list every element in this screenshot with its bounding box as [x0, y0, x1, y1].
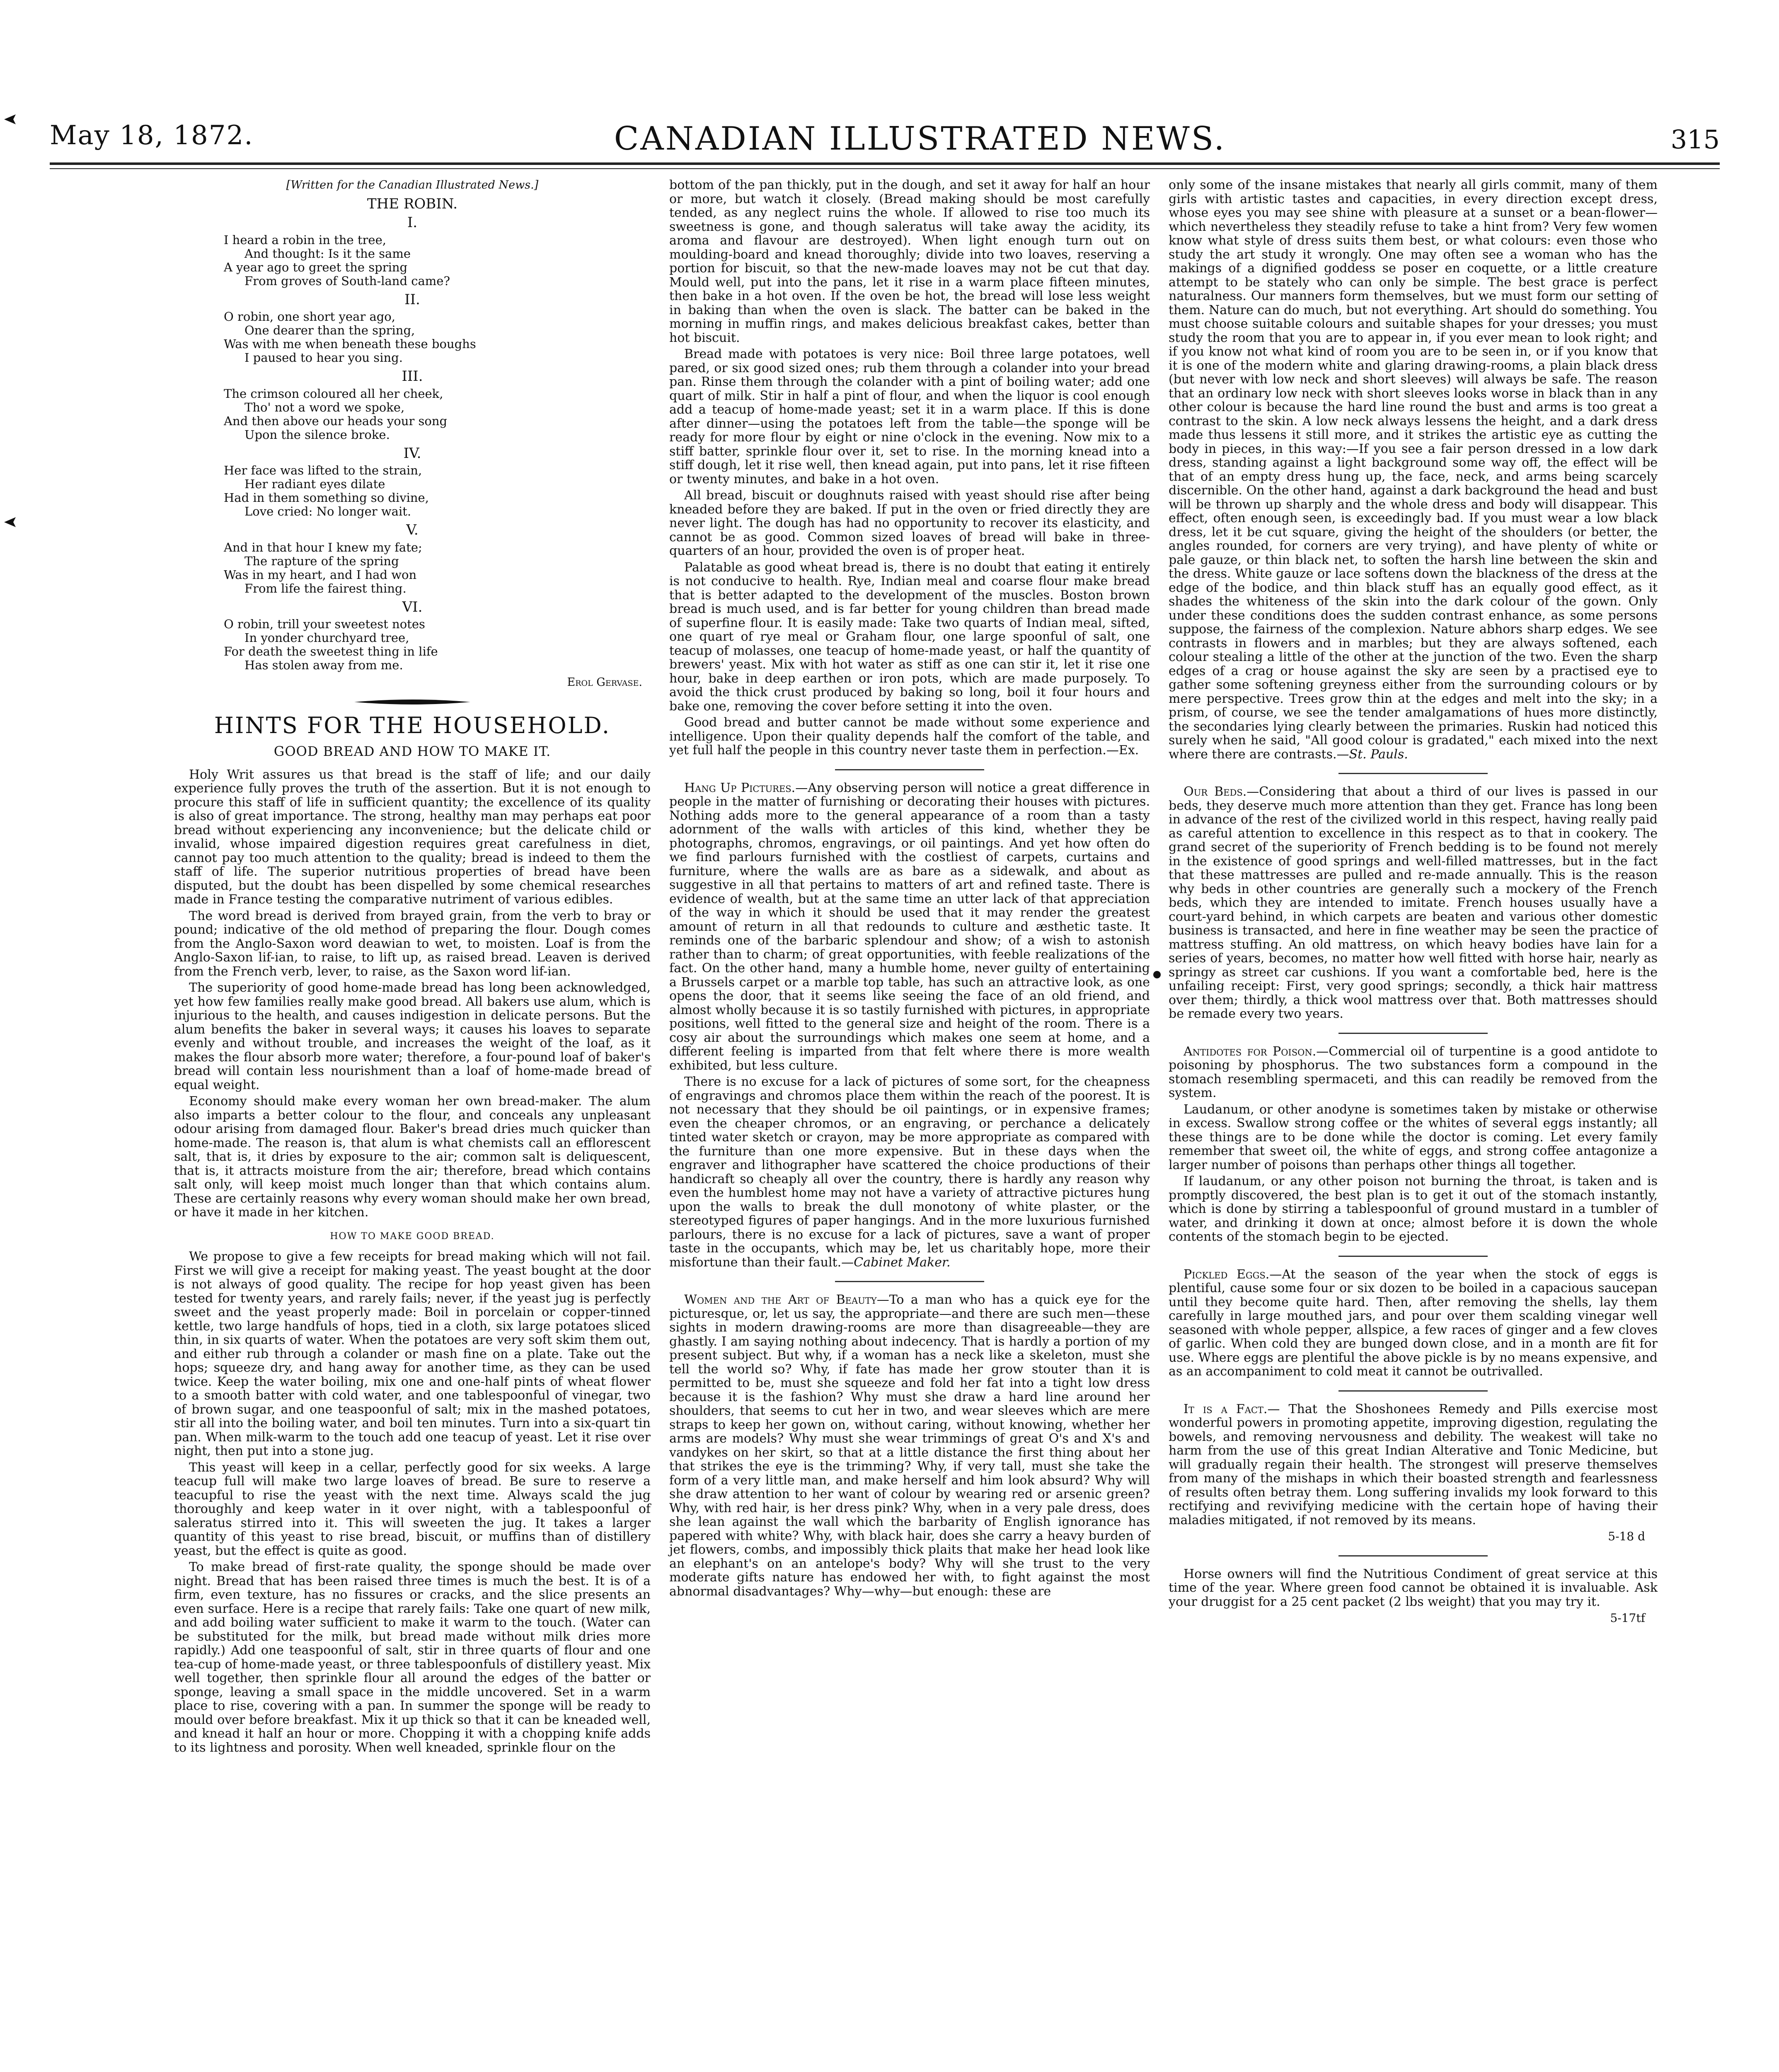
article-paragraph — [669, 1075, 1150, 1269]
article-paragraph: This yeast will keep in a cellar, perfectly good for six weeks. A large teacup full will make two large loaves of bread. Be sure to reserve a teacupful to rise the yeast with the next time. Always scald the jug thoroughly and keep water in it over night, with a tablespoonful of saleratus stirred into it. This will sweeten the jug. It takes a larger quantity of this yeast to rise bread, biscuit, or muffins than of distillery yeast, but the effect is quite as good. — [174, 1460, 651, 1558]
poem-line: Love cried: No longer wait. — [244, 504, 411, 518]
poem-line: Tho' not a word we spoke, — [244, 400, 405, 414]
stanza-number: II. — [404, 291, 420, 308]
runin-heading: Our Beds. — [1184, 784, 1247, 799]
stanza-number: III. — [402, 368, 423, 385]
poem-line: Was in my heart, and I had won — [224, 567, 417, 582]
issue-date: May 18, 1872. — [50, 120, 254, 151]
poem-line: From groves of South-land came? — [244, 274, 450, 288]
margin-arrow-icon — [3, 514, 20, 530]
poem-title: THE ROBIN. — [367, 195, 458, 212]
poem-line: Upon the silence broke. — [244, 427, 390, 442]
article-text: only some of the insane mistakes that nearly all girls commit, many of them girls with artistic tastes and capacities, in every direction except dress, whose eyes you may see shine with pleasure at a sunset or a bean-flower—which nevertheless they steadily refuse to take a hint from? Very few women know what style of dress suits them best, or what colours: even those who study the art study it wrongly. One may often see a woman who has the makings of a dignified goddess se poser en coquette, or a little creature attempt to be stately who can only be simple. The best grace is perfect naturalness. Our manners form themselves, but we must form our setting of them. Nature can do much, but not everything. Art should do something. You must choose suitable colours and suitable shapes for your dresses; you must study the room that you are to appear in, if you ever mean to look right; and if you know not what kind of room you are to be seen in, or if you know that it is one of the modern white and glaring drawing-rooms, a plain black dress (but never with low neck and short sleeves) will always be safe. The reason that an ordinary low neck with short sleeves looks worse in black than in any other colour is because the hard line round the bust and arms is too great a contrast to the skin. A low neck always lessens the height, and a dark dress made thus lessens it still more, and it strikes the artistic eye as cutting the body in pieces, in this way:—If you see a fair person dressed in a low dark dress, standing against a light background some way off, the effect will be that of an empty dress hung up, the face, neck, and arms being scarcely discernible. On the other hand, against a dark background the head and bust will be thrown up sharply and the whole dress and body will disappear. This effect, often enough seen, is exceedingly bad. If you must wear a low black dress, let it be cut square, giving the height of the shoulders (or better, the angles rounded, for corners are very trying), and have plenty of white or pale gauze, or thin black net, to soften the harsh line between the skin and the dress. White gauze or lace softens down the blackness of the dress at the edge of the bodice, and thin black stuff has an equally good effect, as it shades the whiteness of the skin into the dark colour of the gown. Only under these conditions does the sudden contrast enhance, as some persons suppose, the fairness of the complexion. Nature abhors sharp edges. We see contrasts in flowers and in marbles; but they are always softened, each colour stealing a little of the other at the junction of the two. Even the sharp edges of a crag or house against the sky are seen by a practised eye to gather some softening greyness either from the surrounding colours or by mere perspective. Trees grow thin at the edges and melt into the sky; in a prism, of course, we see the tender amalgamations of hues more distinctly, the secondaries lying clearly between the primaries. Ruskin had noticed this surely when he said, "All good colour is gradated," each mixed into the next where there are contrasts. — [1169, 178, 1658, 762]
poem-line: A year ago to greet the spring — [224, 260, 408, 274]
poem-line: And then above our heads your song — [224, 414, 448, 428]
ornament-divider-icon — [350, 698, 474, 706]
article-paragraph: We propose to give a few receipts for bread making which will not fail. First we will give a receipt for making yeast. The yeast bought at the door is not always of good quality. The recipe for hop yeast given has been tested for twenty years, and rarely fails; never, if the yeast jug is perfectly sweet and the yeast properly made: Boil in porcelain or copper-tinned kettle, two large handfuls of hops, tied in a cloth, six large potatoes sliced thin, in six quarts of water. When the potatoes are very soft skim them out, and either rub through a colander or mash fine on a plate. Take out the hops; squeeze dry, and hang away for another time, as they can be used twice. Keep the water boiling, mix one and one-half pints of wheat flower to a smooth batter with cold water, and one tablespoonful of vinegar, two of brown sugar, and one teaspoonful of salt; mix in the mashed potatoes, stir all into the boiling water, and boil ten minutes. Turn into a six-quart tin pan. When milk-warm to the touch add one teacup of yeast. Let it rise over night, then put into a stone jug. — [174, 1249, 651, 1458]
section-divider — [835, 1281, 984, 1282]
poem-line: I heard a robin in the tree, — [224, 232, 386, 247]
poem-credit: [Written for the Canadian Illustrated News.] — [286, 179, 539, 191]
article-paragraph: The word bread is derived from brayed grain, from the verb to bray or pound; indicative of the old method of preparing the flour. Dough comes from the Anglo-Saxon word deawian to wet, to moisten. Loaf is from the Anglo-Saxon lif-ian, to raise, to lift up, as raised bread. Leaven is derived from the French verb, lever, to raise, as the Saxon word lif-ian. — [174, 908, 651, 979]
article-paragraph: Laudanum, or other anodyne is sometimes taken by mistake or otherwise in excess. Swallow strong coffee or the whites of several eggs instantly; all these things are to be done while the doctor is coming. Let every family remember that sweet oil, the white of eggs, and strong coffee antagonize a larger number of poisons than perhaps other things all together. — [1169, 1102, 1658, 1172]
poem-line: From life the fairest thing. — [244, 581, 407, 595]
poem-line: Was with me when beneath these boughs — [224, 337, 476, 351]
article-text: —Any observing person will notice a great difference in people in the matter of furnishing or decorating their houses with pictures. Nothing adds more to the general appearance of a room than a tasty adornment of the walls with articles of this kind, whether they be photographs, chromos, engravings, or oil paintings. And yet how often do we find parlours furnished with the costliest of carpets, curtains and furniture, where the walls are as bare as a sidewalk, and about as suggestive in all that pertains to matters of art and refined taste. There is evidence of wealth, but at the same time an utter lack of that appreciation of the way in which it should be used that it may render the greatest amount of return in all that redounds to culture and æsthetic taste. It reminds one of the barbaric splendour and show; of a wish to astonish rather than to charm; of great opportunities, with feeble realizations of the fact. On the other hand, many a humble home, never guilty of entertaining a Brussels carpet or a marble top table, has such an attractive look, as one opens the door, that it seems like seeing the face of an old friend, and almost wholly because it is so tastily furnished with pictures, in appropriate positions, well fitted to the general size and height of the room. There is a cosy air about the surroundings which makes one seem at home, and a different feeling is imparted from that felt where there is more wealth exhibited, but less culture. — [669, 780, 1150, 1073]
masthead — [50, 0, 1720, 174]
article-paragraph: If laudanum, or any other poison not burning the throat, is taken and is promptly discovered, the best plan is to get it out of the stomach instantly, which is done by stirring a tablespoonful of ground mustard in a tumbler of water, and drinking it down at once; almost before it is down the whole contents of the stomach begin to be ejected. — [1169, 1174, 1658, 1244]
poem-stanza — [174, 447, 651, 519]
poem-line: For death the sweetest thing in life — [224, 644, 438, 658]
masthead-rule-thick — [50, 162, 1720, 165]
newspaper-title: CANADIAN ILLUSTRATED NEWS. — [614, 120, 1226, 157]
section-divider — [1338, 1033, 1488, 1034]
section-divider — [1338, 773, 1488, 774]
article-paragraph — [669, 781, 1150, 1073]
runin-heading: Antidotes for Poison. — [1184, 1044, 1317, 1059]
article-subtitle: GOOD BREAD AND HOW TO MAKE IT. — [274, 743, 551, 759]
poem-stanza — [174, 216, 651, 288]
section-divider — [835, 769, 984, 770]
article-paragraph — [1169, 785, 1658, 1021]
poem-stanza — [174, 523, 651, 595]
article-text: —To a man who has a quick eye for the picturesque, or, let us say, the appropriate—and there are such men—these sights in modern drawing-rooms are more than disagreeable—they are ghastly. I am saying nothing about indecency. That is hardly a portion of my present subject. But why, if a woman has a neck like a skeleton, must she tell the world so? Why, if fate has made her grow stouter than it is permitted to be, must she squeeze and fold her fat into a tight low dress because it is the fashion? Why must she draw a hard line around her shoulders, that seems to cut her in two, and wear sleeves which are mere straps to keep her gown on, without caring, without knowing, whether her arms are models? Why must she wear trimmings of great O's and X's and vandykes on her skirt, so that at a little distance the first thing about her that strikes the eye is the trimming? Why, if very tall, must she take the form of a very little man, and make herself and him look absurd? Why will she draw attention to her want of colour by wearing red or arsenic green? Why, with red hair, is her dress pink? Why, when in a very pale dress, does she lean against the wall which the barbarity of English ignorance has papered with white? Why, with black hair, does she carry a heavy burden of jet flowers, combs, and impossibly thick plaits that make her head look like an elephant's on an antelope's body? Why will she trust to the very moderate gifts nature has endowed her with, to fight against the most abnormal disadvantages? Why—why—but enough: these are — [669, 1293, 1150, 1599]
article-paragraph — [669, 1293, 1150, 1598]
poem-line: Her radiant eyes dilate — [244, 477, 385, 491]
margin-dot-icon — [1152, 970, 1162, 980]
stanza-number: I. — [407, 214, 418, 231]
source-signature: —Cabinet Maker. — [841, 1255, 951, 1270]
subsection-heading: HOW TO MAKE GOOD BREAD. — [330, 1231, 495, 1242]
column-1 — [174, 178, 651, 1757]
article-paragraph: All bread, biscuit or doughnuts raised with yeast should rise after being kneaded before they are baked. If put in the oven or fried directly they are never light. The dough has had no opportunity to recover its elasticity, and cannot be as good. Common sized loaves of bread will bake in three-quarters of an hour, provided the oven is of proper heat. — [669, 488, 1150, 558]
stanza-number: VI. — [402, 598, 423, 615]
stanza-number: IV. — [403, 445, 421, 462]
poem-line: O robin, one short year ago, — [224, 310, 395, 324]
poem-line: The rapture of the spring — [244, 554, 399, 568]
runin-heading: Pickled Eggs. — [1184, 1267, 1270, 1282]
section-divider — [1338, 1555, 1488, 1556]
section-title: HINTS FOR THE HOUSEHOLD. — [214, 712, 611, 738]
article-text: — That the Shoshonees Remedy and Pills exercise most wonderful powers in promoting appetite, improving digestion, regulating the bowels, and removing nervousness and debility. The weakest will take no harm from the use of this great Indian Alterative and Tonic Medicine, but will gradually regain their health. The strongest will preserve themselves from many of the mishaps in which their boasted strength and fearlessness of results often betray them. Long suffering invalids my look forward to this rectifying and revivifying medicine with the certain hope of having their maladies mitigated, if not removed by its means. — [1169, 1402, 1658, 1527]
stanza-number: V. — [406, 522, 419, 538]
column-2 — [669, 178, 1150, 1601]
article-paragraph: Palatable as good wheat bread is, there is no doubt that eating it entirely is not conducive to health. Rye, Indian meal and coarse flour make bread that is better adapted to the development of the muscles. Boston brown bread is much used, and is far better for young children than bread made of superfine flour. It is easily made: Take two quarts of Indian meal, sifted, one quart of rye meal or Graham flour, one large spoonful of salt, one teacup of molasses, one teacup of home-made yeast, or half the quantity of brewers' yeast. Mix with hot water as stiff as one can stir it, let it rise one hour, bake in deep earthen or iron pots, which are made purposely. To avoid the thick crust produced by baking so long, boil it four hours and bake one, removing the cover before setting it into the oven. — [669, 560, 1150, 714]
runin-heading: It is a Fact. — [1184, 1402, 1268, 1416]
poem-stanza — [174, 293, 651, 365]
runin-heading: Hang Up Pictures. — [684, 780, 796, 795]
advert-code: 5-18 d — [1608, 1530, 1645, 1543]
article-paragraph — [1169, 1402, 1658, 1527]
article-paragraph: Economy should make every woman her own bread-maker. The alum also imparts a better colour to the flour, and conceals any unpleasant odour arising from damaged flour. Baker's bread dries much quicker than home-made. The reason is, that alum is what chemists call an efflorescent salt, that is, it dries by exposure to the air; common salt is deliquescent, that is, it attracts moisture from the air; therefore, bread which contains salt only, will keep moist much longer than that which contains alum. These are certainly reasons why every woman should make her own bread, or have it made in her kitchen. — [174, 1094, 651, 1220]
article-text: —Considering that about a third of our lives is passed in our beds, they deserve much more attention than they get. France has long been in advance of the rest of the civilized world in this respect, having really paid as careful attention to excellence in this respect as to that in cookery. The grand secret of the superiority of French bedding is to be found not merely in the existence of good springs and well-filled mattresses, but in the fact that these mattresses are pulled and re-made annually. This is the reason why beds in other countries are generally such a mockery of the French beds, which they are intended to imitate. French houses usually have a court-yard behind, in which carpets are beaten and various other domestic business is transacted, and here in fine weather may be seen the practice of mattress stuffing. An old mattress, on which heavy bodies have lain for a series of years, becomes, no matter how well fitted with horse hair, nearly as springy as street car cushions. If you want a comfortable bed, here is the unfailing receipt: First, very good springs; secondly, a thick hair mattress over them; thirdly, a thick wool mattress over that. Both mattresses should be remade every two years. — [1169, 784, 1658, 1021]
source-signature: —St. Pauls. — [1336, 747, 1408, 762]
article-paragraph — [1169, 1268, 1658, 1379]
section-divider — [1338, 1390, 1488, 1392]
poem-stanza — [174, 600, 651, 673]
advert-code: 5-17tf — [1610, 1611, 1645, 1625]
poem-line: Her face was lifted to the strain, — [224, 463, 422, 477]
column-3 — [1169, 178, 1658, 1630]
article-paragraph: The superiority of good home-made bread has long been acknowledged, yet how few families really make good bread. All bakers use alum, which is injurious to the health, and causes indigestion in delicate persons. But the alum benefits the baker in several ways; it causes his loaves to separate evenly and without trouble, and increases the weight of the loaf, as it makes the flour absorb more water; therefore, a four-pound loaf of baker's bread will contain less nourishment than a loaf of home-made bread of equal weight. — [174, 980, 651, 1092]
article-text: There is no excuse for a lack of pictures of some sort, for the cheapness of engravings and chromos place them within the reach of the poorest. It is not necessary that they should be oil paintings, or in expensive frames; even the cheaper chromos, or an engraving, or perchance a delicately tinted water sketch or crayon, may be more appropriate as compared with the furniture than one more expensive. But in these days when the engraver and lithographer have scattered the choice productions of their handicraft so cheaply all over the country, there is hardly any reason why even the humblest home may not have a variety of attractive pictures hung upon the walls to break the dull monotony of white plaster, or the stereotyped figures of paper hangings. And in the more luxurious furnished parlours, there is no excuse for a lack of pictures, save a want of proper taste in the occupants, which may be, let us charitably hope, more their misfortune than their fault. — [669, 1075, 1150, 1270]
article-text: —At the season of the year when the stock of eggs is plentiful, cause some four or six dozen to be boiled in a capacious saucepan until they become quite hard. Then, after removing the shells, lay them carefully in large mouthed jars, and pour over them scalding vinegar well seasoned with whole pepper, allspice, a few races of ginger and a few cloves of garlic. When cold they are bunged down close, and in a month are fit for use. Where eggs are plentiful the above pickle is by no means expensive, and as an accompaniment to cold meat it cannot be outrivalled. — [1169, 1267, 1658, 1379]
poem-line: And in that hour I knew my fate; — [224, 540, 422, 554]
article-paragraph: Holy Writ assures us that bread is the staff of life; and our daily experience fully proves the truth of the assertion. But it is not enough to procure this staff of life in sufficient quantity; the excellence of its quality is also of great importance. The strong, healthy man may perhaps eat poor bread without experiencing any inconvenience; but the delicate child or invalid, whose impaired digestion requires great carefulness in diet, cannot pay too much attention to the quality; bread is indeed to them the staff of life. The superior nutritious properties of bread have been disputed, but the doubt has been dispelled by some chemical researches made in France testing the comparative nutriment of various edibles. — [174, 767, 651, 907]
section-divider — [1338, 1256, 1488, 1257]
poem-line: One dearer than the spring, — [244, 323, 415, 337]
article-paragraph — [1169, 178, 1658, 761]
poem-line: The crimson coloured all her cheek, — [224, 386, 443, 401]
poem-line: Has stolen away from me. — [244, 658, 403, 672]
poem-author: Erol Gervase. — [567, 676, 642, 689]
masthead-rule-thin — [50, 168, 1720, 169]
poem-line: I paused to hear you sing. — [244, 351, 403, 365]
article-paragraph — [1169, 1045, 1658, 1100]
poem-line: Had in them something so divine, — [224, 491, 429, 505]
article-paragraph: Horse owners will find the Nutritious Condiment of great service at this time of the year. Where green food cannot be obtained it is invaluable. Ask your druggist for a 25 cent packet (2 lbs weight) that you may try it. — [1169, 1566, 1658, 1609]
article-paragraph: Good bread and butter cannot be made without some experience and intelligence. Upon their quality depends half the comfort of the table, and yet full half the people in this country never taste them in perfection.—Ex. — [669, 715, 1150, 758]
article-paragraph: To make bread of first-rate quality, the sponge should be made over night. Bread that has been raised three times is much the best. It is of a firm, even texture, has no fissures or cracks, and the slice presents an even surface. Here is a recipe that rarely fails: Take one quart of new milk, and add boiling water sufficient to make it warm to the touch. (Water can be substituted for the milk, but bread made without milk dries more rapidly.) Add one teaspoonful of salt, stir in three quarts of flour and one tea-cup of home-made yeast, or three tablespoonfuls of distillery yeast. Mix well together, then sprinkle flour all around the edges of the batter or sponge, leaving a small space in the middle uncovered. Set in a warm place to rise, covering with a pan. In summer the sponge will be ready to mould over before breakfast. Mix it up thick so that it can be kneaded well, and knead it half an hour or more. Chopping it with a chopping knife adds to its lightness and porosity. When well kneaded, sprinkle flour on the — [174, 1560, 651, 1755]
article-paragraph: Bread made with potatoes is very nice: Boil three large potatoes, well pared, or six good sized ones; rub them through a colander into your bread pan. Rinse them through the colander with a pint of boiling water; add one quart of milk. Stir in half a pint of flour, and when the liquor is cool enough add a teacup of home-made yeast; set it in a warm place. If this is done after dinner—using the potatoes left from the table—the sponge will be ready for more flour by eight or nine o'clock in the evening. Now mix to a stiff batter, sprinkle flour over it, set to rise. In the morning knead into a stiff dough, let it rise well, then knead again, put into pans, let it rise fifteen or twenty minutes, and bake in a hot oven. — [669, 347, 1150, 487]
poem-stanza — [174, 370, 651, 442]
article-paragraph: bottom of the pan thickly, put in the dough, and set it away for half an hour or more, but watch it closely. (Bread making should be most carefully tended, as any neglect ruins the whole. If allowed to rise too much its sweetness is gone, and though saleratus will take away the acidity, its aroma and flavour are destroyed). When light enough turn out on moulding-board and knead thoroughly; divide into two loaves, reserving a portion for biscuit, so that the new-made loaves may not be cut that day. Mould well, put into the pans, let it rise in a warm place fifteen minutes, then bake in a hot oven. If the oven be hot, the bread will lose less weight in baking than when the oven is slack. The batter can be baked in the morning in muffin rings, and makes delicious breakfast cakes, better than hot biscuit. — [669, 178, 1150, 345]
poem-line: In yonder churchyard tree, — [244, 631, 409, 645]
margin-arrow-icon — [3, 111, 20, 128]
runin-heading: Women and the Art of Beauty — [684, 1293, 877, 1307]
poem-line: And thought: Is it the same — [244, 246, 411, 261]
page-number: 315 — [1670, 124, 1720, 155]
article-text: —Commercial oil of turpentine is a good antidote to poisoning by phosphorus. The two substances form a compound in the stomach resembling spermaceti, and this can readily be removed from the system. — [1169, 1044, 1658, 1100]
poem-line: O robin, trill your sweetest notes — [224, 617, 425, 631]
